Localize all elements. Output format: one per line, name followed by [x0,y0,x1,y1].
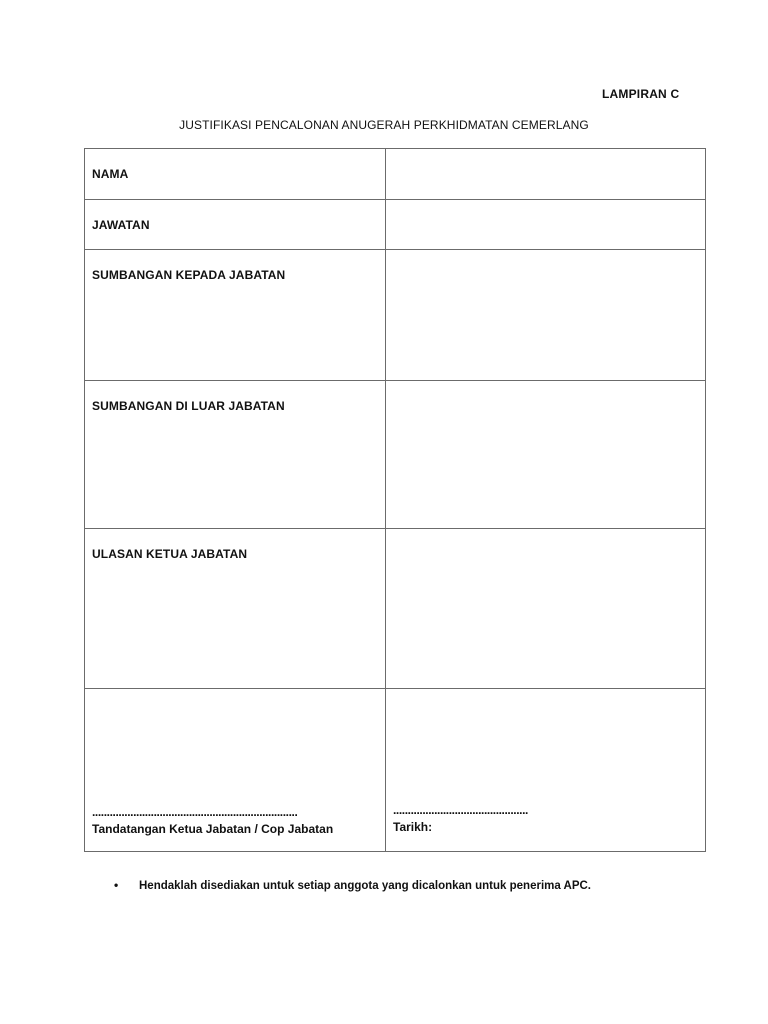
date-caption: Tarikh: [393,820,433,834]
label-jawatan: JAWATAN [92,218,150,232]
nomination-form-table [84,148,706,852]
field-nama[interactable] [387,149,703,199]
document-title: JUSTIFIKASI PENCALONAN ANUGERAH PERKHIDMATAN CEMERLANG [179,118,589,132]
field-jawatan[interactable] [387,200,703,249]
label-sumbangan-di-luar-jabatan: SUMBANGAN DI LUAR JABATAN [92,399,285,413]
row-signature [85,689,705,851]
signature-caption: Tandatangan Ketua Jabatan / Cop Jabatan [92,822,334,836]
row-sumbangan-di-luar-jabatan [85,381,705,529]
footnote-text: Hendaklah disediakan untuk setiap anggota yang dicalonkan untuk penerima APC. [139,880,592,892]
footnote [114,878,591,892]
row-nama [85,149,705,200]
field-sumbangan-di-luar-jabatan[interactable] [387,381,703,528]
signature-line[interactable]: ...................................................................... [92,805,298,819]
bullet-icon: • [114,878,119,892]
row-jawatan [85,200,705,250]
row-ulasan-ketua-jabatan [85,529,705,689]
label-nama: NAMA [92,167,129,181]
label-sumbangan-kepada-jabatan: SUMBANGAN KEPADA JABATAN [92,268,286,282]
label-ulasan-ketua-jabatan: ULASAN KETUA JABATAN [92,547,248,561]
row-sumbangan-kepada-jabatan [85,250,705,381]
annex-label: LAMPIRAN C [602,87,680,101]
date-line[interactable]: .............................................. [393,803,528,817]
field-ulasan-ketua-jabatan[interactable] [387,529,703,688]
field-sumbangan-kepada-jabatan[interactable] [387,250,703,380]
